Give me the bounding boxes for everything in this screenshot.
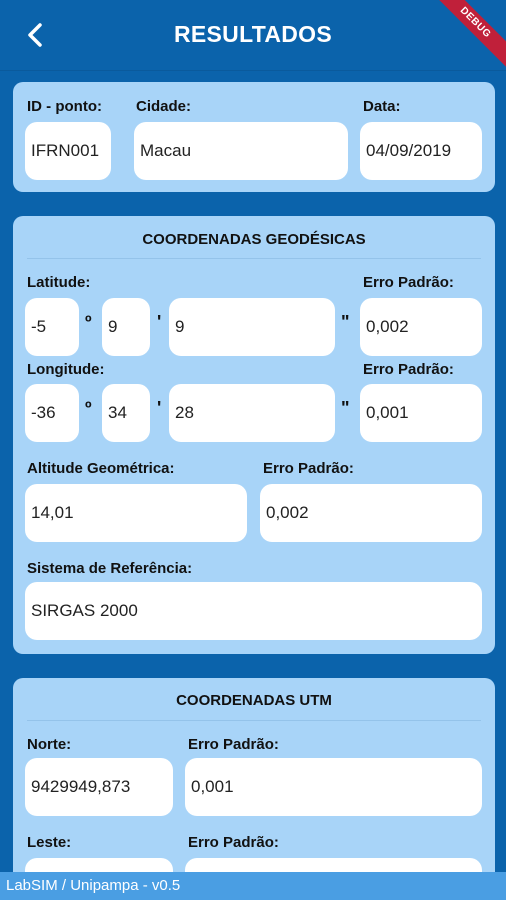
degree-symbol: º xyxy=(85,398,92,418)
date-label: Data: xyxy=(363,98,401,115)
lat-minutes-field[interactable]: 9 xyxy=(102,298,150,356)
utm-separator xyxy=(27,720,481,721)
lon-error-field[interactable]: 0,001 xyxy=(360,384,482,442)
id-field[interactable]: IFRN001 xyxy=(25,122,111,180)
geodesic-card xyxy=(13,216,495,654)
minute-symbol: ' xyxy=(157,312,162,332)
geodesic-title: COORDENADAS GEODÉSICAS xyxy=(142,231,366,248)
lon-minutes-field[interactable]: 34 xyxy=(102,384,150,442)
altitude-label: Altitude Geométrica: xyxy=(27,460,175,477)
altitude-field[interactable]: 14,01 xyxy=(25,484,247,542)
latitude-label: Latitude: xyxy=(27,274,91,291)
lon-degrees-field[interactable]: -36 xyxy=(25,384,79,442)
reference-system-field[interactable]: SIRGAS 2000 xyxy=(25,582,482,640)
footer-version: LabSIM / Unipampa - v0.5 xyxy=(0,872,506,900)
minute-symbol: ' xyxy=(157,398,162,418)
utm-card xyxy=(13,678,495,900)
lat-degrees-field[interactable]: -5 xyxy=(25,298,79,356)
debug-banner: DEBUG xyxy=(423,0,506,75)
east-label: Leste: xyxy=(27,834,72,851)
date-field[interactable]: 04/09/2019 xyxy=(360,122,482,180)
north-error-label: Erro Padrão: xyxy=(188,736,279,753)
alt-error-label: Erro Padrão: xyxy=(263,460,354,477)
geodesic-separator xyxy=(27,258,481,259)
page-title: RESULTADOS xyxy=(173,21,333,47)
longitude-label: Longitude: xyxy=(27,361,105,378)
second-symbol: " xyxy=(341,312,350,332)
lat-error-label: Erro Padrão: xyxy=(363,274,454,291)
north-label: Norte: xyxy=(27,736,72,753)
lat-error-field[interactable]: 0,002 xyxy=(360,298,482,356)
id-label: ID - ponto: xyxy=(27,98,102,115)
identification-card xyxy=(13,82,495,192)
city-field[interactable]: Macau xyxy=(134,122,348,180)
reference-system-label: Sistema de Referência: xyxy=(27,560,193,577)
appbar-divider xyxy=(0,70,506,71)
lat-seconds-field[interactable]: 9 xyxy=(169,298,335,356)
degree-symbol: º xyxy=(85,312,92,332)
north-error-field[interactable]: 0,001 xyxy=(185,758,482,816)
utm-title: COORDENADAS UTM xyxy=(176,692,332,709)
north-field[interactable]: 9429949,873 xyxy=(25,758,173,816)
app-bar xyxy=(0,0,506,70)
lon-error-label: Erro Padrão: xyxy=(363,361,454,378)
city-label: Cidade: xyxy=(136,98,192,115)
east-error-label: Erro Padrão: xyxy=(188,834,279,851)
lon-seconds-field[interactable]: 28 xyxy=(169,384,335,442)
alt-error-field[interactable]: 0,002 xyxy=(260,484,482,542)
second-symbol: " xyxy=(341,398,350,418)
